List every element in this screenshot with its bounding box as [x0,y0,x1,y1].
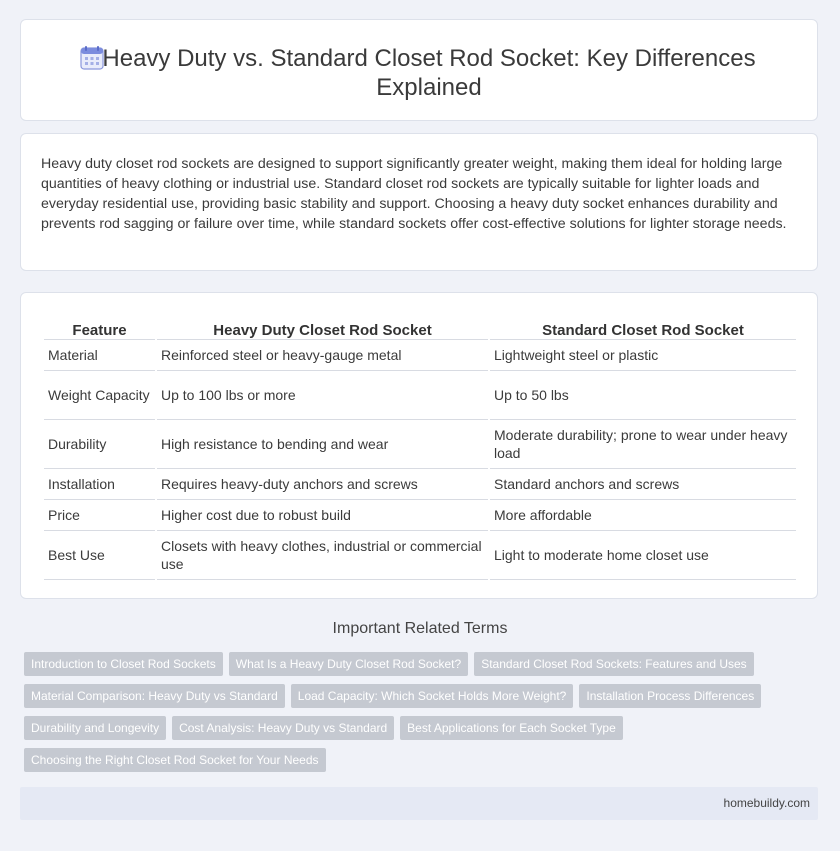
standard-cell: More affordable [490,500,796,531]
intro-card [20,133,818,271]
related-term-tag[interactable]: Best Applications for Each Socket Type [400,716,623,740]
footer [20,787,818,820]
intro-paragraph: Heavy duty closet rod sockets are designed to support significantly greater weight, making them ideal for holding large quantities of heavy clothing or industrial use. Standard closet rod sockets are typically suitable for lighter loads and everyday residential use, providing basic stability and support. Choosing a heavy duty socket enhances durability and prevents rod sagging or failure over time, while standard sockets offer cost-effective solutions for lighter storage needs. [41,156,787,232]
heavy-duty-cell: Up to 100 lbs or more [157,371,488,420]
table-row [44,420,796,469]
heavy-duty-cell: Reinforced steel or heavy-gauge metal [157,340,488,371]
table-row [44,531,796,580]
related-term-tag[interactable]: Introduction to Closet Rod Sockets [24,652,223,676]
table-header-row [44,313,796,340]
table-row [44,469,796,500]
comparison-table [42,313,798,580]
heavy-duty-cell: High resistance to bending and wear [157,420,488,469]
standard-cell: Standard anchors and screws [490,469,796,500]
feature-cell: Weight Capacity [44,371,155,420]
related-term-tag[interactable]: Standard Closet Rod Sockets: Features and Uses [474,652,753,676]
footer-site-name[interactable]: homebuildy.com [723,796,810,810]
standard-cell: Light to moderate home closet use [490,531,796,580]
header-card [20,19,818,121]
table-row [44,500,796,531]
standard-cell: Up to 50 lbs [490,371,796,420]
heavy-duty-cell: Requires heavy-duty anchors and screws [157,469,488,500]
related-terms-list [24,652,804,780]
related-term-tag[interactable]: What Is a Heavy Duty Closet Rod Socket? [229,652,468,676]
feature-cell: Installation [44,469,155,500]
related-term-tag[interactable]: Load Capacity: Which Socket Holds More Weight? [291,684,574,708]
comparison-table-card [20,292,818,599]
feature-cell: Price [44,500,155,531]
feature-cell: Material [44,340,155,371]
header-feature: Feature [44,313,155,340]
heavy-duty-cell: Closets with heavy clothes, industrial or commercial use [157,531,488,580]
heavy-duty-cell: Higher cost due to robust build [157,500,488,531]
related-term-tag[interactable]: Installation Process Differences [579,684,761,708]
standard-cell: Moderate durability; prone to wear under heavy load [490,420,796,469]
related-term-tag[interactable]: Choosing the Right Closet Rod Socket for Your Needs [24,748,326,772]
related-terms-title: Important Related Terms [332,620,508,637]
header-standard: Standard Closet Rod Socket [490,313,796,340]
related-term-tag[interactable]: Cost Analysis: Heavy Duty vs Standard [172,716,394,740]
feature-cell: Best Use [44,531,155,580]
related-term-tag[interactable]: Material Comparison: Heavy Duty vs Standard [24,684,285,708]
feature-cell: Durability [44,420,155,469]
table-row [44,340,796,371]
header-heavy-duty: Heavy Duty Closet Rod Socket [157,313,488,340]
standard-cell: Lightweight steel or plastic [490,340,796,371]
related-term-tag[interactable]: Durability and Longevity [24,716,166,740]
table-row [44,371,796,420]
page-title: Heavy Duty vs. Standard Closet Rod Socket: Key Differences Explained [102,45,756,101]
